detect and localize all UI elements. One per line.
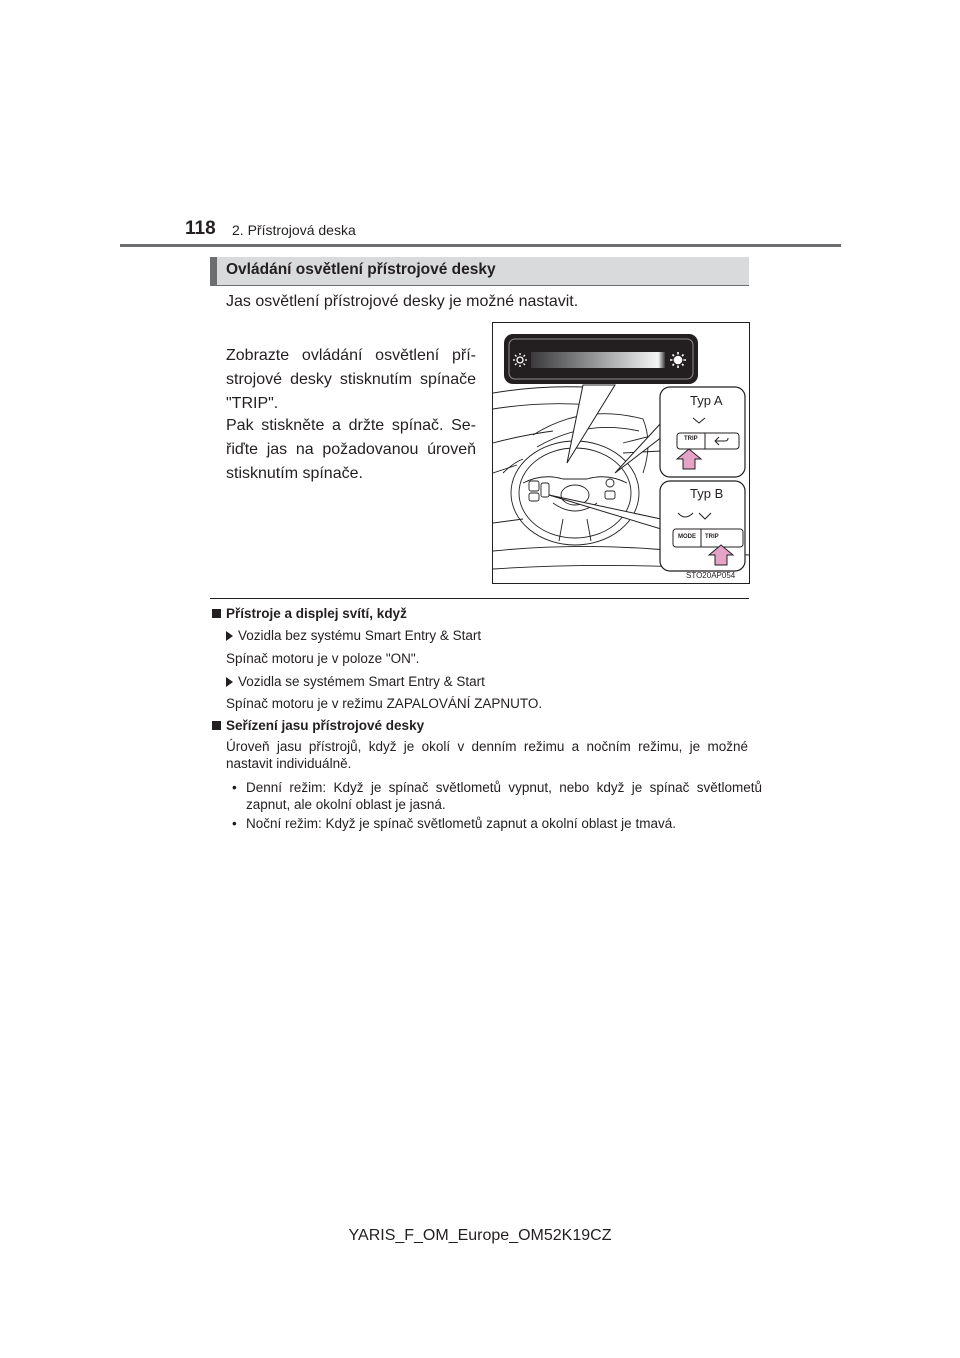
square-bullet-icon <box>212 721 221 730</box>
note-2-heading: Seřízení jasu přístrojové desky <box>212 718 424 733</box>
note-1-text-1: Spínač motoru je v poloze "ON". <box>226 651 420 666</box>
chapter-title: 2. Přístrojová deska <box>232 222 356 238</box>
dashboard-illustration <box>492 322 750 584</box>
trip-label-a: TRIP <box>684 436 698 442</box>
note-1-text-2: Spínač motoru je v režimu ZAPALOVÁNÍ ZAPNUTO. <box>226 696 543 711</box>
section-title: Ovládání osvětlení přístrojové desky <box>226 261 496 278</box>
notes-divider <box>210 598 749 599</box>
type-b-label: Typ B <box>690 486 724 501</box>
dashboard-drawing <box>493 323 749 583</box>
intro-text: Jas osvětlení přístrojové desky je možné nastavit. <box>226 293 579 310</box>
section-accent <box>210 257 217 285</box>
mode-label: MODE <box>678 534 696 540</box>
trip-label-b: TRIP <box>705 534 719 540</box>
note-2-text: Úroveň jasu přístrojů, když je okolí v denním režimu a nočním režimu, je možné nastavit individuálně. <box>226 739 748 771</box>
triangle-bullet-icon <box>226 631 233 641</box>
triangle-bullet-icon <box>226 677 233 687</box>
note-1-heading: Přístroje a displej svítí, když <box>212 606 407 621</box>
page-number: 118 <box>185 218 216 239</box>
section-title-bar <box>210 257 749 285</box>
type-a-label: Typ A <box>690 393 723 408</box>
step-2-text: Pak stiskněte a držte spínač. Se-řiďte jas na požadovanou úroveň stisknutím spínače. <box>226 417 476 482</box>
figure-code: STO20AP054 <box>686 571 736 580</box>
note-1-sub-1: Vozidla bez systému Smart Entry & Start <box>226 628 481 643</box>
note-2-bullet-1: • Denní režim: Když je spínač světlometů vypnut, nebo když je spínač světlometů zapnut, ale okolní oblast je jasná. <box>232 780 762 812</box>
note-1-sub-2: Vozidla se systémem Smart Entry & Start <box>226 674 485 689</box>
section-underline <box>210 285 749 286</box>
square-bullet-icon <box>212 609 221 618</box>
step-1-text: Zobrazte ovládání osvětlení pří-strojové desky stisknutím spínače "TRIP". <box>226 347 476 412</box>
header-divider <box>120 244 841 247</box>
note-2-bullet-2: • Noční režim: Když je spínač světlometů zapnut a okolní oblast je tmavá. <box>232 816 676 831</box>
document-footer: YARIS_F_OM_Europe_OM52K19CZ <box>348 1227 612 1244</box>
